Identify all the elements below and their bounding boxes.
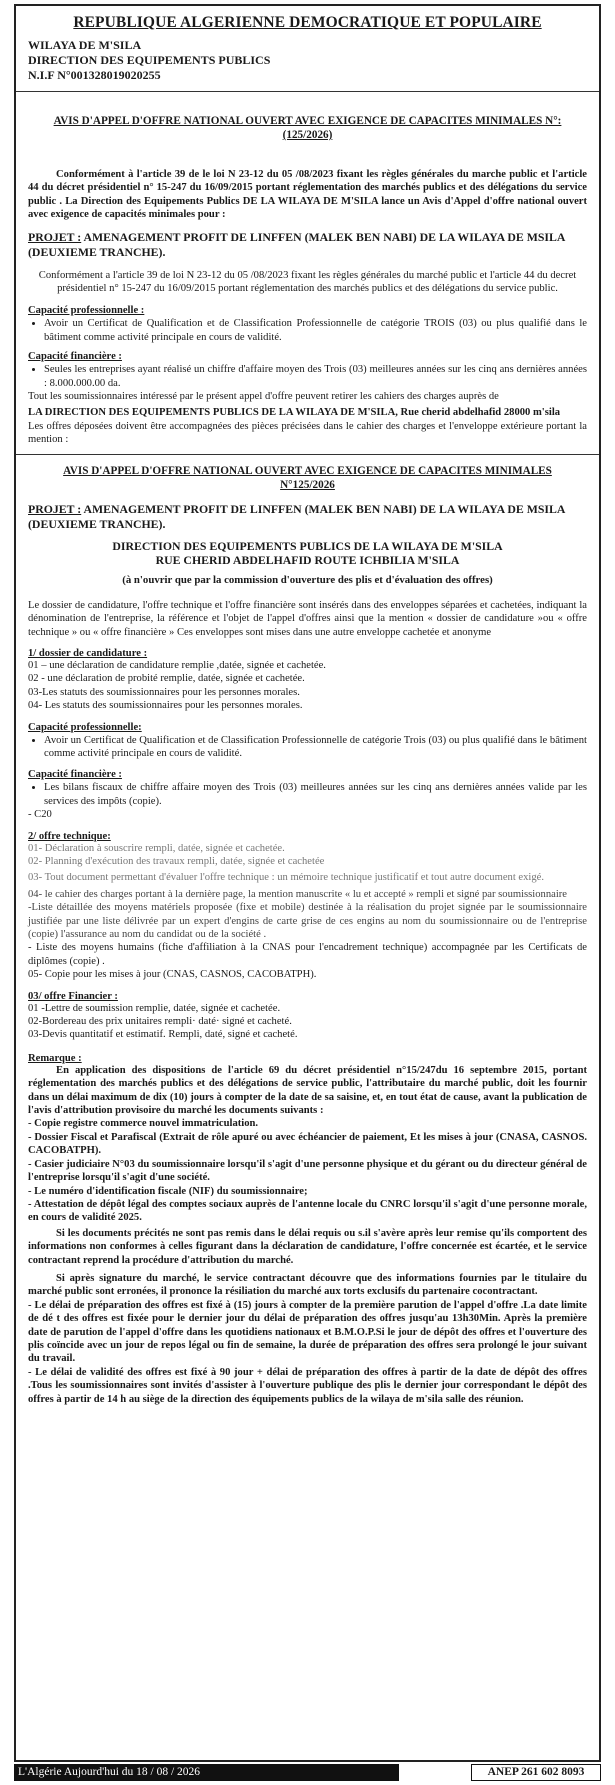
announcement-frame [14,4,601,1762]
technique-item: 04- le cahier des charges portant à la dernière page, la mention manuscrite « lu et accepté » rempli et signé par soumissionnaire [28,888,567,900]
header-divider [16,91,599,92]
capacite-pro-title-2: Capacité professionnelle: [28,721,142,733]
anep-reference: ANEP 261 602 8093 [471,1764,601,1781]
dossier-candidature-title: 1/ dossier de candidature : [28,647,148,659]
capacite-pro-item-2: • Avoir un Certificat de Qualification et de Classification Professionnelle de catégorie Trois (03) ou plus qualifié dans le bâtiment comme activité principale en cours de validité. [44,734,587,761]
remarque-intro: En application des dispositions de l'article 69 du décret présidentiel n°15/247du 16 septembre 2015, portant réglementation des marchés publics et des délégations de service public, l'attributaire du marché public, doit les fournir dans un délai maximum de dix (10) jours à compter de la date de sa saisine, et, en tout état de cause, avant la publication de l'avis d'attribution provisoire du marché les documents suivants : [28,1064,587,1117]
direction-line: DIRECTION DES EQUIPEMENTS PUBLICS [28,53,271,67]
capacite-pro-list-2 [28,734,587,761]
capacite-fin-list-2 [28,781,587,808]
dossier-item: 04- Les statuts des soumissionnaires pour les personnes morales. [28,700,303,712]
capacite-pro-title-1: Capacité professionnelle : [28,305,145,317]
avis-title-1: AVIS D'APPEL D'OFFRE NATIONAL OUVERT AVEC EXIGENCE DE CAPACITES MINIMALES N°:(125/2026) [53,115,562,141]
financier-item: 01 -Lettre de soumission remplie, datée, signée et cachetée. [28,1002,281,1014]
dossier-item: 01 – une déclaration de candidature remplie ,datée, signée et cachetée. [28,659,326,671]
technique-item: 03- Tout document permettant d'évaluer l'offre technique : un mémoire technique justificatif et tout autre document exigé. [28,872,545,884]
technique-item: - Liste des moyens humains (fiche d'affiliation à la CNAS pour l'encadrement technique) accompagnée par les Certificats de diplômes (copie) . [28,942,587,967]
footer-bar [14,1764,601,1781]
financier-item: 03-Devis quantitatif et estimatif. Rempli, daté, signé et cacheté. [28,1029,298,1041]
remarque-item: - Attestation de dépôt légal des comptes sociaux auprès de l'antenne locale du CNRC lorsqu'il s'agit d'une personne morale, en cours de validité 2025. [28,1198,587,1224]
journal-date: L'Algérie Aujourd'hui du 18 / 08 / 2026 [14,1764,399,1781]
capacite-fin-list-1 [28,363,587,390]
direction-heading-2: DIRECTION DES EQUIPEMENTS PUBLICS DE LA WILAYA DE M'SILA [112,538,503,553]
adresse-paragraph: LA DIRECTION DES EQUIPEMENTS PUBLICS DE LA WILAYA DE M'SILA, Rue cherid abdelhafid 28000 m'sila [28,407,561,419]
dossier-paragraph: Le dossier de candidature, l'offre technique et l'offre financière sont insérés dans des enveloppes séparées et cachetées, indiquant la dénomination de l'entreprise, la référence et l'objet de l'appel d'offres ainsi que la mention « dossier de candidature »ou « offre technique » ou « offre financière » Ces enveloppes sont mises dans une autre enveloppe cachetée et anonyme [28,599,587,638]
section-divider [16,454,599,455]
offre-financier-title: 03/ offre Financier : [28,990,118,1002]
remarque-paragraph-2: Si après signature du marché, le service contractant découvre que des informations fournies par le titulaire du marché public sont erronées, il prononce la résiliation du marché aux torts exclusifs du partenaire cocontractant. [28,1272,587,1298]
financier-item: 02-Bordereau des prix unitaires rempli· daté· signé et cacheté. [28,1016,292,1028]
conformement-paragraph: Conformément a l'article 39 de loi N 23-12 du 05 /08/2023 fixant les règles générales du marché public et l'article 44 du decret présidentiel n° 15-247 du 16/09/2015 portant réglementation des marchés publics et des délégations du service public. [38,269,577,295]
nif-line: N.I.F N°001328019020255 [28,68,161,82]
rue-heading: RUE CHERID ABDELHAFID ROUTE ICHBILIA M'SILA [155,552,460,567]
announcement-page [14,4,601,1762]
technique-item: -Liste détaillée des moyens matériels proposée (fixe et mobile) destinée à la réalisation du projet signée par le soumissionnaire justifiée par une liste délivrée par un expert d'engins de carte grise de ces engins au nom du soumissionnaire ou de l'entreprise (copie) l'assurance au nom du candidat ou de la société . [28,902,587,940]
remarque-item: - Dossier Fiscal et Parafiscal (Extrait de rôle apuré ou avec échéancier de paiement, Et les mises à jour (CNASA, CASNOS. CACOBATPH). [28,1131,587,1157]
technique-item: 01- Déclaration à souscrire rempli, datée, signée et cachetée. [28,842,285,854]
projet-label-2: PROJET : [28,501,82,516]
remarque-paragraph-1: Si les documents précités ne sont pas remis dans le délai requis ou s.il s'avère après leur remise qu'ils comportent des informations non conformes à celles figurant dans la déclaration de candidature, l'offre concernée est écartée, et le service contractant reprend la procédure d'attribution du marché. [28,1227,587,1266]
c20-line: - C20 [28,809,52,821]
remarque-item: - Le numéro d'identification fiscale (NIF) du soumissionnaire; [28,1185,308,1197]
remarque-paragraph-4: - Le délai de validité des offres est fixé à 90 jour + délai de préparation des offres à partir de la date de dépôt des offres .Tous les soumissionnaires sont invités d'assister à l'ouverture publique des plis le dernier jour correspondant le dépôt des offres à partir de 14 h au siège de la direction des équipements publics de la wilaya de m'sila salle des réunion. [28,1366,587,1405]
offre-technique-title: 2/ offre technique: [28,830,111,842]
republic-heading: REPUBLIQUE ALGERIENNE DEMOCRATIQUE ET POPULAIRE [73,14,542,31]
ouvrir-note: (à n'ouvrir que par la commission d'ouverture des plis et d'évaluation des offres) [122,573,493,586]
projet-label-1: PROJET : [28,229,82,244]
dossier-item: 02 - une déclaration de probité remplie, datée, signée et cachetée. [28,673,305,685]
capacite-fin-title-1: Capacité financière : [28,351,122,363]
wilaya-line: WILAYA DE M'SILA [28,38,142,52]
projet-2 [28,502,587,532]
remarque-item: - Copie registre commerce nouvel immatriculation. [28,1118,259,1130]
capacite-fin-title-2: Capacité financière : [28,769,122,781]
capacite-pro-list-1 [28,317,587,344]
dossier-item: 03-Les statuts des soumissionnaires pour les personnes morales. [28,686,300,698]
technique-item: 02- Planning d'exécution des travaux rempli, datée, signée et cachetée [28,855,325,867]
avis-title-2: AVIS D'APPEL D'OFFRE NATIONAL OUVERT AVEC EXIGENCE DE CAPACITES MINIMALES N°125/2026 [63,464,552,491]
remarque-title: Remarque : [28,1052,82,1064]
projet-text-2: AMENAGEMENT PROFIT DE LINFFEN (MALEK BEN NABI) DE LA WILAYA DE MSILA (DEUXIEME TRANCHE). [28,501,565,531]
projet-text-1: AMENAGEMENT PROFIT DE LINFFEN (MALEK BEN NABI) DE LA WILAYA DE MSILA (DEUXIEME TRANCHE). [28,229,565,259]
avis-intro: Conformément à l'article 39 de le loi N 23-12 du 05 /08/2023 fixant les règles générales du marche public et l'article 44 du décret présidentiel n° 15-247 du 16/09/2015 portant réglementation des marchés publics et des délégations du service public . La Direction des Equipements Publics DE LA WILAYA DE M'SILA lance un Avis d'Appel d'offre national ouvert avec exigence de capacités minimales pour : [28,169,587,221]
remarque-item: - Casier judiciaire N°03 du soumissionnaire lorsqu'il s'agit d'une personne physique et du gérant ou du directeur général de l'entreprise lorsqu'il s'agit d'une société. [28,1158,587,1184]
capacite-pro-item-1: • Avoir un Certificat de Qualification et de Classification Professionnelle de catégorie TROIS (03) ou plus qualifié dans le bâtiment comme activité principale en cours de validité. [44,317,587,344]
projet-1 [28,230,587,260]
offres-paragraph: Les offres déposées doivent être accompagnées des pièces précisées dans le cahier des charges et l'enveloppe extérieure portant la mention : [28,420,587,446]
capacite-fin-item-2: • Les bilans fiscaux de chiffre affaire moyen des Trois (03) meilleures années sur les cinq ans dernières années valide par les services des impôts (copie). [44,781,587,808]
capacite-fin-item-1: • Seules les entreprises ayant réalisé un chiffre d'affaire moyen des Trois (03) meilleures années sur les cinq ans dernières années : 8.000.000.00 da. [44,363,587,390]
technique-item: 05- Copie pour les mises à jour (CNAS, CASNOS, CACOBATPH). [28,969,317,981]
retirer-paragraph: Tout les soumissionnaires intéressé par le présent appel d'offre peuvent retirer les cahiers des charges auprès de [28,391,499,403]
remarque-paragraph-3: - Le délai de préparation des offres est fixé à (15) jours à compter de la première parution de l'appel d'offre .La date limite de dé t des offres est fixée pour le dernier jour du délai de préparation des offres jusqu'au 13h30Min. Après la première date de parution de l'appel d'offre dans les quotidiens nationaux et B.M.O.P.Si le jour de dépôt des offres et l'ouverture des plis coïncide avec un jour de repos légal ou fin de semaine, la durée de préparation des offres sera prolongé le jour suivant du travail. [28,1299,587,1365]
